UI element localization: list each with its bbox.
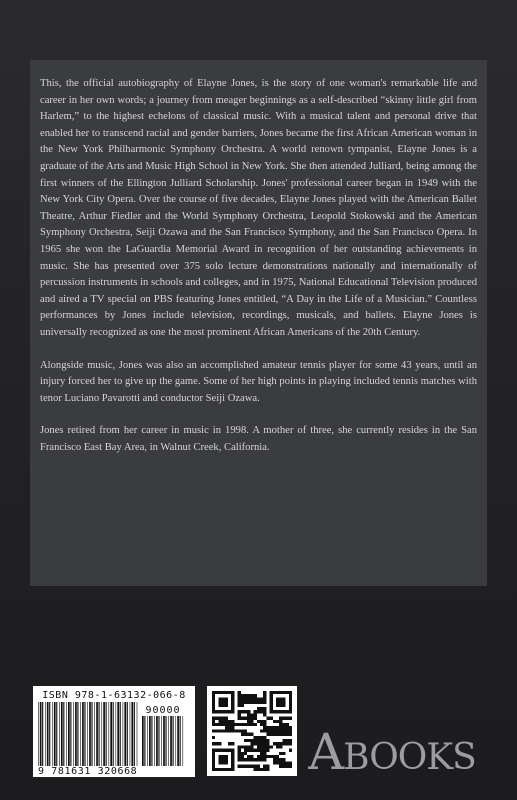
- barcode-addon: 90000: [145, 705, 181, 716]
- barcode-number: 9 781631 320668: [38, 766, 138, 777]
- description-paragraph-2: Alongside music, Jones was also an accomplished amateur tennis player for some 43 years, until an injury forced her to give up the game. Some of her high points in playing included tennis matches with tenor Luciano Pavarotti and conductor Seiji Ozawa.: [40, 359, 477, 404]
- barcode-bars-icon: [38, 702, 138, 766]
- back-cover-description: [30, 60, 487, 586]
- qr-code: [207, 686, 297, 776]
- logo-initial: A: [308, 726, 344, 781]
- isbn-label: ISBN 978-1-63132-066-8: [42, 690, 186, 701]
- description-paragraph-3: Jones retired from her career in music in 1998. A mother of three, she currently resides in the San Francisco East Bay Area, in Walnut Creek, California.: [40, 425, 477, 453]
- isbn-barcode: [33, 686, 195, 777]
- logo-wordmark: BOOKS: [343, 737, 476, 778]
- publisher-logo: [308, 726, 508, 786]
- addon-bars-icon: [142, 716, 184, 766]
- qr-code-icon: [212, 691, 292, 771]
- description-paragraph-1: This, the official autobiography of Elayne Jones, is the story of one woman's remarkable life and career in her own words; a journey from meager beginnings as a self-described “skinny little girl from Harlem,” to the highest echelons of classical music. With a musical talent and personal drive that enabled her to transcend racial and gender barriers, Jones became the first African American woman in the New York Philharmonic Symphony Orchestra. A world renown tympanist, Elayne Jones is a graduate of the Arts and Music High School in New York. She then attended Julliard, being among the first winners of the Ellington Julliard Scholarship. Jones' professional career began in 1949 with the New York City Opera. Over the course of five decades, Elayne Jones played with the American Ballet Theatre, Arthur Fiedler and the World Symphony Orchestra, Leopold Stokowski and the American Symphony Orchestra, Seiji Ozawa and the San Francisco Symphony, and the San Francisco Opera. In 1965 she won the LaGuardia Memorial Award in recognition of her outstanding achievements in music. She has presented over 375 solo lecture demonstrations nationally and internationally of percussion instruments in schools and colleges, and in 1975, National Educational Television produced and aired a TV special on PBS featuring Jones entitled, “A Day in the Life of a Musician.” Countless performances by Jones include television, recordings, musicals, and ballets. Elayne Jones is universally recognized as one the most prominent African Americans of the 20th Century.: [40, 78, 477, 338]
